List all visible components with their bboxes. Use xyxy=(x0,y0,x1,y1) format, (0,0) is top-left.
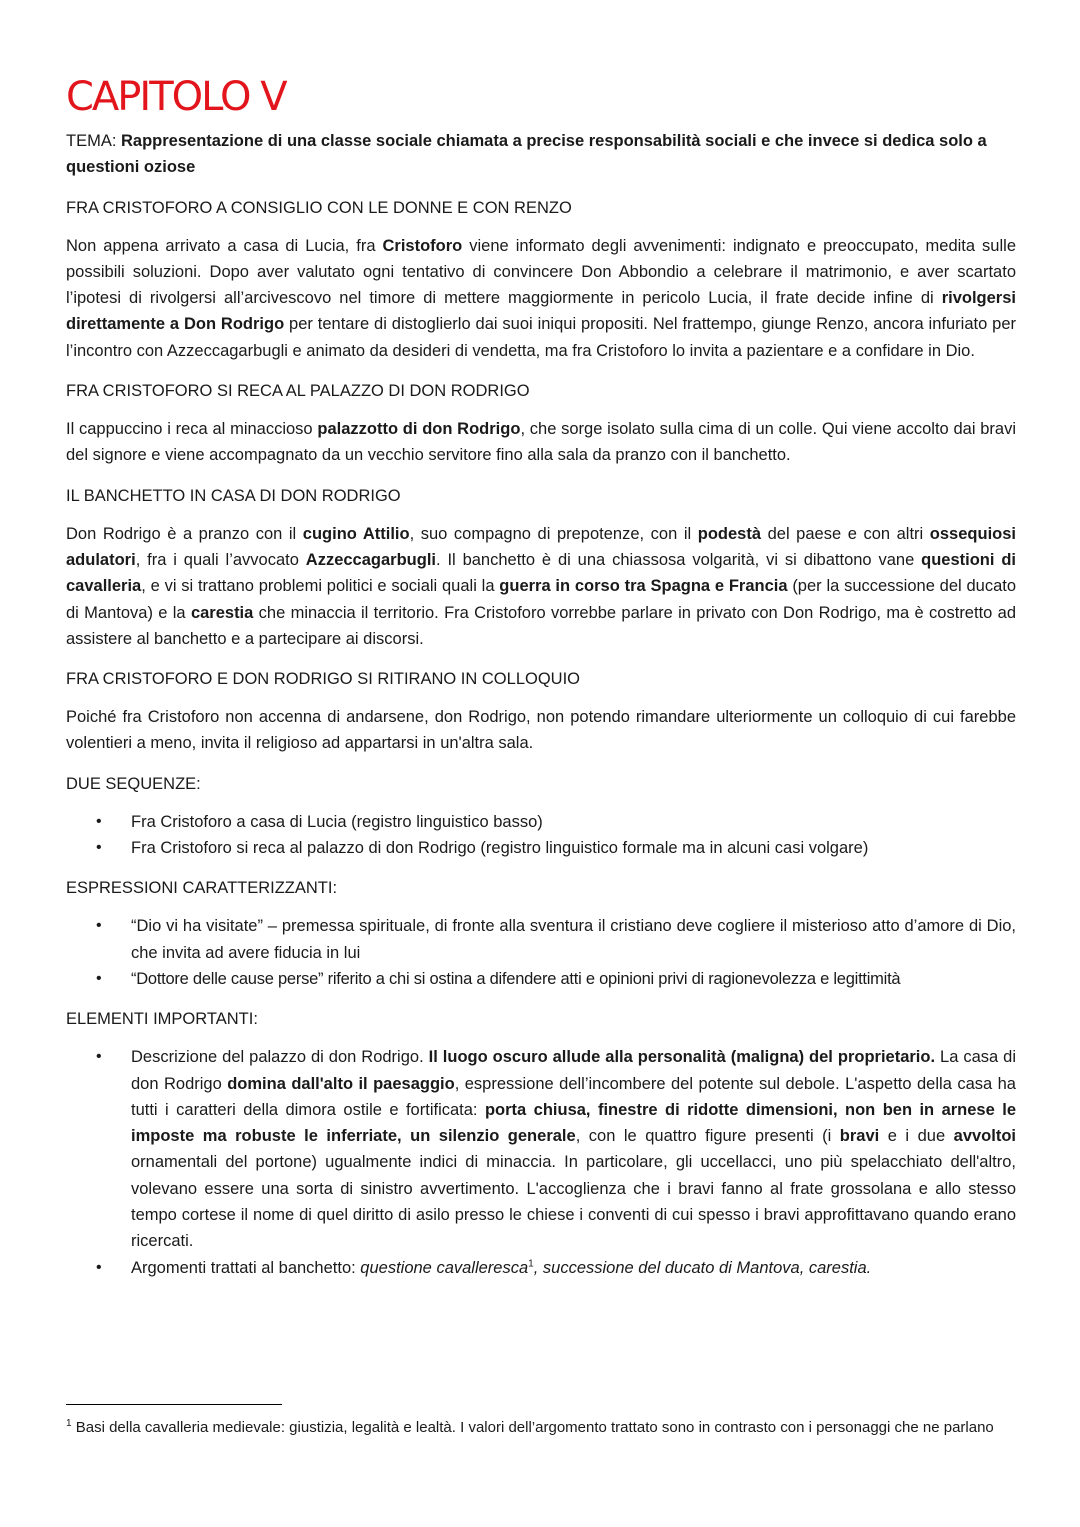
list-item: • Descrizione del palazzo di don Rodrigo. Il luogo oscuro allude alla personalità (maligna) del proprietario. La casa di don Rodrigo domina dall'alto il paesaggio, espressione dell’incombere del potente sul debole. L'aspetto della casa ha tutti i caratteri della dimora ostile e fortificata: porta chiusa, finestre di ridotte dimensioni, non ben in arnese le imposte ma robuste le inferriate, un silenzio generale, con le quattro figure presenti (i bravi e i due avvoltoi ornamentali del portone) ugualmente indici di minaccia. In particolare, gli uccellacci, uno più spelacchiato dell'altro, volevano essere una sorta di sinistro avvertimento. L'accoglienza che i bravi fanno al frate grossolana e allo stesso tempo cortese il nome di quel diritto di asilo presso le chiese i conventi di cui spesso i bravi approfittavano quando erano ricercati. xyxy=(66,1044,1016,1254)
section-heading-colloquio: FRA CRISTOFORO E DON RODRIGO SI RITIRANO IN COLLOQUIO xyxy=(66,670,580,689)
section-paragraph-palazzo: Il cappuccino i reca al minaccioso palazzotto di don Rodrigo, che sorge isolato sulla cima di un colle. Qui viene accolto dai bravi del signore e viene accompagnato da un vecchio servitore fino alla sala da pranzo con il banchetto. xyxy=(66,420,1017,465)
espressioni-heading: ESPRESSIONI CARATTERIZZANTI: xyxy=(66,879,338,898)
list-item: • Fra Cristoforo si reca al palazzo di don Rodrigo (registro linguistico formale ma in alcuni casi volgare) xyxy=(66,835,1016,861)
page-title: CAPITOLO V xyxy=(66,74,286,120)
footnote-ref: 1 xyxy=(528,1258,534,1270)
espressioni-list xyxy=(66,913,1016,992)
section-paragraph-banchetto: Don Rodrigo è a pranzo con il cugino Attilio, suo compagno di prepotenze, con il podestà del paese e con altri ossequiosi adulatori, fra i quali l’avvocato Azzeccagarbugli. Il banchetto è di una chiassosa volgarità, vi si dibattono vane questioni di cavalleria, e vi si trattano problemi politici e sociali quali la guerra in corso tra Spagna e Francia (per la successione del ducato di Mantova) e la carestia che minaccia il territorio. Fra Cristoforo vorrebbe parlare in privato con Don Rodrigo, ma è costretto ad assistere al banchetto e a partecipare ai discorsi. xyxy=(66,524,1017,648)
footnote-text: Basi della cavalleria medievale: giustizia, legalità e lealtà. I valori dell’argomento trattato sono in contrasto con i personaggi che ne parlano xyxy=(71,1419,994,1436)
tema xyxy=(66,128,1016,181)
list-item: • “Dottore delle cause perse” riferito a chi si ostina a difendere atti e opinioni privi di ragionevolezza e legittimità xyxy=(66,966,1016,992)
document-page xyxy=(66,72,1016,1293)
sequenze-heading: DUE SEQUENZE: xyxy=(66,774,201,793)
section-paragraph-consiglio: Non appena arrivato a casa di Lucia, fra Cristoforo viene informato degli avvenimenti: indignato e preoccupato, medita sulle possibili soluzioni. Dopo aver valutato ogni tentativo di convincere Don Abbondio a celebrare il matrimonio, e aver scartato l’ipotesi di rivolgersi all’arcivescovo nel timore di mettere maggiormente in pericolo Lucia, il frate decide infine di rivolgersi direttamente a Don Rodrigo per tentare di distoglierlo dai suoi iniqui propositi. Nel frattempo, giunge Renzo, ancora infuriato per l’incontro con Azzeccagarbugli e animato da desideri di vendetta, ma fra Cristoforo lo invita a pazientare e a confidare in Dio. xyxy=(66,236,1016,360)
section-paragraph-colloquio: Poiché fra Cristoforo non accenna di andarsene, don Rodrigo, non potendo rimandare ulteriormente un colloquio di cui farebbe volentieri a meno, invita il religioso ad appartarsi in un'altra sala. xyxy=(66,708,1016,753)
footnote xyxy=(66,1417,1016,1439)
sequenze-list xyxy=(66,809,1016,862)
footnote-number: 1 xyxy=(66,1418,72,1429)
list-item: • Argomenti trattati al banchetto: questione cavalleresca$^1$, successione del ducato di Mantova, carestia. xyxy=(66,1255,1016,1281)
tema-text: Rappresentazione di una classe sociale chiamata a precise responsabilità sociali e che invece si dedica solo a questioni oziose xyxy=(66,132,987,177)
section-heading-palazzo: FRA CRISTOFORO SI RECA AL PALAZZO DI DON RODRIGO xyxy=(66,382,530,401)
elementi-heading: ELEMENTI IMPORTANTI: xyxy=(66,1010,258,1029)
elementi-list xyxy=(66,1044,1016,1281)
section-heading-consiglio: FRA CRISTOFORO A CONSIGLIO CON LE DONNE E CON RENZO xyxy=(66,198,572,217)
footnote-divider xyxy=(66,1404,282,1405)
list-item: • Fra Cristoforo a casa di Lucia (registro linguistico basso) xyxy=(66,809,1016,835)
section-heading-banchetto: IL BANCHETTO IN CASA DI DON RODRIGO xyxy=(66,486,401,505)
tema-label: TEMA: xyxy=(66,132,122,150)
list-item: • “Dio vi ha visitate” – premessa spirituale, di fronte alla sventura il cristiano deve cogliere il misterioso atto d’amore di Dio, che invita ad avere fiducia in lui xyxy=(66,913,1016,966)
